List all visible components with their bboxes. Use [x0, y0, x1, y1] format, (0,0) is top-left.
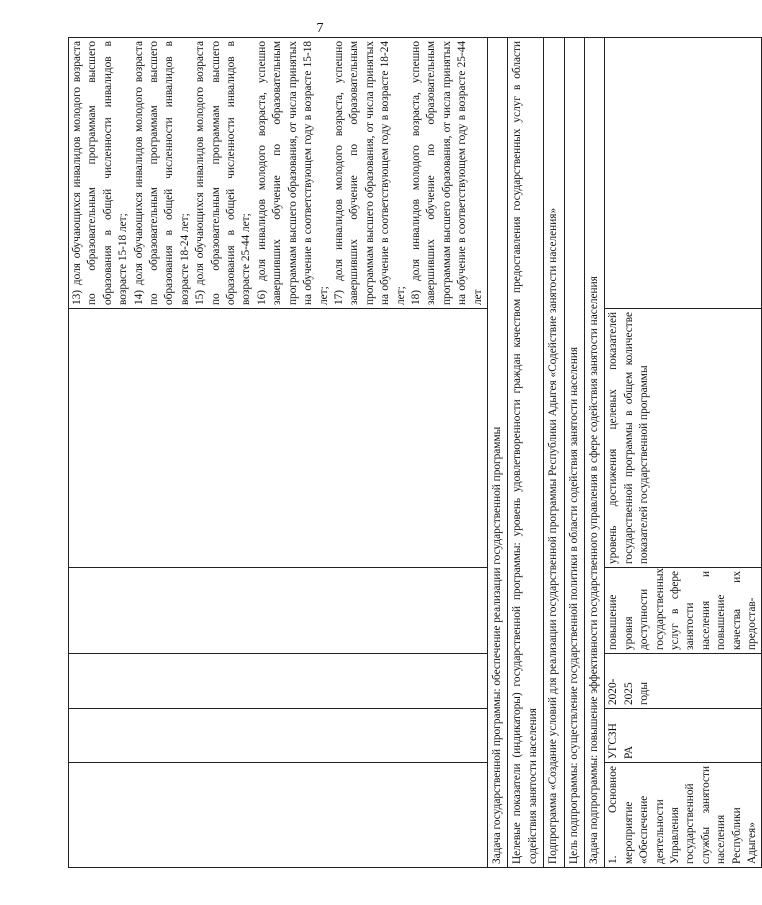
empty-cell	[605, 38, 762, 309]
table-row-subprogram-task	[585, 38, 605, 868]
rotated-table-sheet	[68, 38, 759, 868]
table-row-subprogram	[544, 38, 564, 868]
list-item: 18) доля инвалидов молодого возраста, успешно завершивших обучение по образовательным программам высшего образования, от числа принятых на обучение в соответствующем году в возрасте 25-44 лет	[409, 41, 484, 305]
subprogram-task: Задача подпрограммы: повышение эффективности государственного управления в сфере содействия занятости населения	[585, 38, 605, 868]
activity-executor: УГСЗН РА	[605, 709, 762, 763]
page-number: 7	[316, 21, 324, 36]
list-item: 15) доля обучающихся инвалидов молодого возраста по образовательным программам высшего образования в общей численности инвалидов в возрасте 25-44 лет;	[194, 41, 253, 305]
table-row-target-indicators	[508, 38, 544, 868]
activity-result: повышение уровня доступности государственных услуг в сфере занятости населения и повышение качества их предостав-	[605, 568, 762, 654]
activity-period: 2020-2025 годы	[605, 654, 762, 709]
empty-cell	[69, 568, 488, 654]
table-row-activity	[605, 38, 762, 868]
table-row-subprogram-goal	[564, 38, 584, 868]
activity-indicator: уровень достижения целевых показателей государственной программы в общем количестве показателей государственной программы	[605, 309, 762, 568]
indicators-list	[69, 38, 488, 309]
list-item: 16) доля инвалидов молодого возраста, успешно завершивших обучение по образовательным программам высшего образования, от числа принятых на обучение в соответствующем году в возрасте 15-18 лет;	[255, 41, 330, 305]
subprogram-title: Подпрограмма «Создание условий для реализации государственной программы Республики Адыгея «Содействие занятости населения»	[544, 38, 564, 868]
table-row-indicators	[69, 38, 488, 868]
list-item: 13) доля обучающихся инвалидов молодого возраста по образовательным программам высшего образования в общей численности инвалидов в возрасте 15-18 лет;	[71, 41, 130, 305]
program-task: Задача государственной программы: обеспечение реализации государственной программы	[487, 38, 507, 868]
subprogram-goal: Цель подпрограммы: осуществление государственной политики в области содействия занятости населения	[564, 38, 584, 868]
program-table	[68, 37, 762, 868]
empty-cell	[69, 709, 488, 763]
activity-name: 1. Основное мероприятие «Обеспечение деятельности Управления государственной службы занятости населения Республики Адыгея»	[605, 763, 762, 868]
target-indicators: Целевые показатели (индикаторы) государственной программы: уровень удовлетворенности граждан качеством предоставления государственных услуг в области содействия занятости населения	[508, 38, 544, 868]
list-item: 17) доля инвалидов молодого возраста, успешно завершивших обучение по образовательным программам высшего образования, от числа принятых на обучение в соответствующем году в возрасте 18-24 лет;	[332, 41, 407, 305]
empty-cell	[69, 763, 488, 868]
empty-cell	[69, 654, 488, 709]
empty-cell	[69, 309, 488, 568]
table-row-program-task	[487, 38, 507, 868]
list-item: 14) доля обучающихся инвалидов молодого возраста по образовательным программам высшего образования в общей численности инвалидов в возрасте 18-24 лет;	[132, 41, 191, 305]
